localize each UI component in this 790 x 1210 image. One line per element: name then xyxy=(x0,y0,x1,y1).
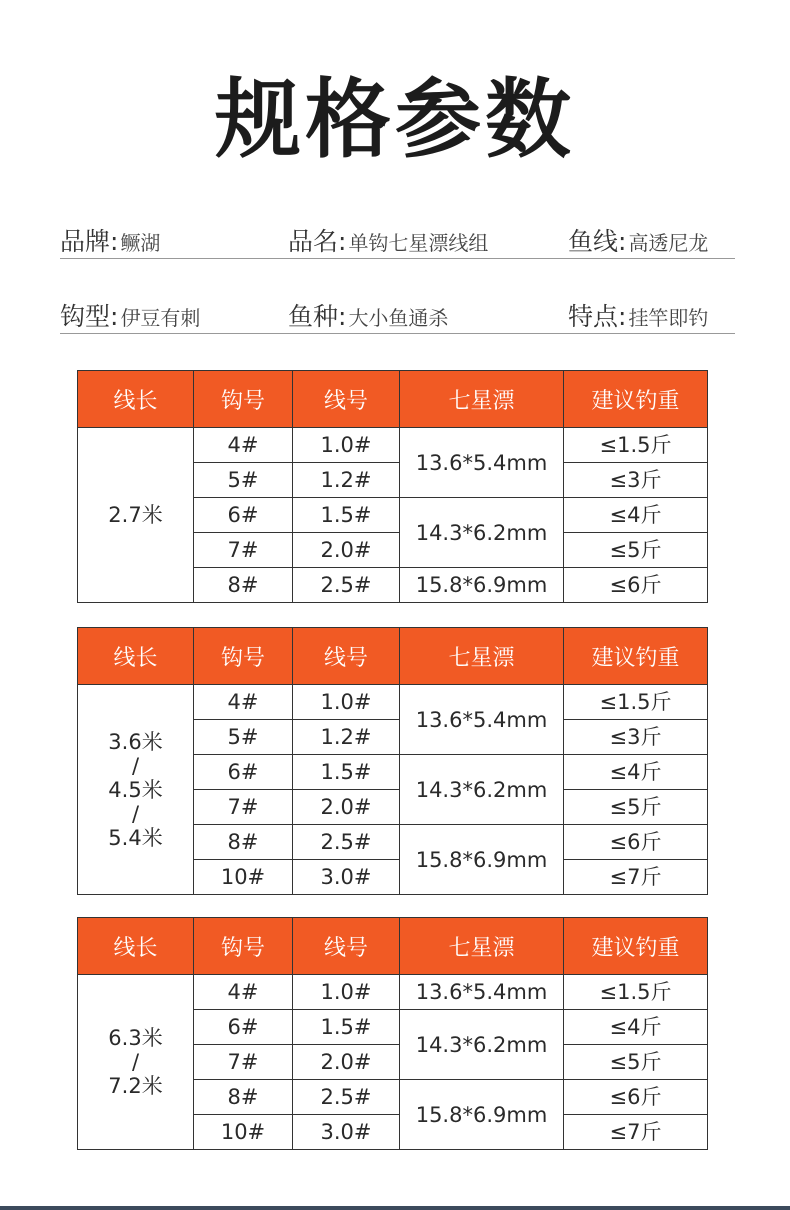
suggested-weight-cell: ≤4斤 xyxy=(564,498,708,533)
hook-size-cell: 6# xyxy=(194,1010,293,1045)
hook-size-cell: 6# xyxy=(194,755,293,790)
spec-table xyxy=(77,370,708,603)
hook-size-cell: 4# xyxy=(194,428,293,463)
hook-size-cell: 8# xyxy=(194,825,293,860)
brand-label: 品牌: xyxy=(60,227,119,256)
brand-value: 鳜湖 xyxy=(120,231,161,255)
line-length-text: 2.7米 xyxy=(108,503,163,527)
column-header: 钩号 xyxy=(194,918,293,975)
suggested-weight-cell: ≤5斤 xyxy=(564,1045,708,1080)
hook-size-cell: 10# xyxy=(194,860,293,895)
hook-size-cell: 7# xyxy=(194,533,293,568)
line-size-cell: 2.0# xyxy=(293,533,400,568)
table-header-row xyxy=(78,918,708,975)
line-length-text: 6.3米 xyxy=(108,1026,163,1050)
feature-value: 挂竿即钓 xyxy=(628,306,709,330)
table-row xyxy=(78,428,708,463)
float-size-cell: 15.8*6.9mm xyxy=(400,568,564,603)
line-size-cell: 1.0# xyxy=(293,685,400,720)
spec-table xyxy=(77,627,708,895)
line-length-cell xyxy=(78,428,194,603)
line-length-text: / xyxy=(131,801,140,826)
fish-species-label: 鱼种: xyxy=(288,302,347,331)
hook-size-cell: 6# xyxy=(194,498,293,533)
info-row-2 xyxy=(60,297,735,334)
float-size-cell: 15.8*6.9mm xyxy=(400,825,564,895)
hook-size-cell: 7# xyxy=(194,1045,293,1080)
suggested-weight-cell: ≤7斤 xyxy=(564,1115,708,1150)
float-size-cell: 14.3*6.2mm xyxy=(400,755,564,825)
table-header-row xyxy=(78,628,708,685)
line-size-cell: 2.5# xyxy=(293,825,400,860)
suggested-weight-cell: ≤1.5斤 xyxy=(564,428,708,463)
column-header: 建议钓重 xyxy=(564,371,708,428)
line-size-cell: 2.0# xyxy=(293,790,400,825)
line-length-text: 5.4米 xyxy=(108,825,163,850)
fishing-line-value: 高透尼龙 xyxy=(628,231,709,255)
column-header: 七星漂 xyxy=(400,918,564,975)
column-header: 线号 xyxy=(293,371,400,428)
float-size-cell: 13.6*5.4mm xyxy=(400,428,564,498)
line-size-cell: 2.5# xyxy=(293,1080,400,1115)
column-header: 线号 xyxy=(293,918,400,975)
hook-size-cell: 7# xyxy=(194,790,293,825)
line-size-cell: 1.0# xyxy=(293,975,400,1010)
hook-type-label: 钩型: xyxy=(60,302,119,331)
column-header: 七星漂 xyxy=(400,628,564,685)
line-length-cell xyxy=(78,975,194,1150)
product-name-label: 品名: xyxy=(288,227,347,256)
hook-size-cell: 4# xyxy=(194,685,293,720)
page-title: 规格参数 xyxy=(215,70,575,170)
float-size-cell: 14.3*6.2mm xyxy=(400,498,564,568)
bottom-divider xyxy=(0,1206,790,1210)
suggested-weight-cell: ≤4斤 xyxy=(564,755,708,790)
info-feature xyxy=(568,297,708,333)
column-header: 建议钓重 xyxy=(564,628,708,685)
fish-species-value: 大小鱼通杀 xyxy=(348,306,449,330)
line-size-cell: 2.0# xyxy=(293,1045,400,1080)
hook-size-cell: 10# xyxy=(194,1115,293,1150)
line-length-text: 4.5米 xyxy=(108,777,163,802)
hook-size-cell: 5# xyxy=(194,463,293,498)
line-length-text: / xyxy=(131,753,140,778)
table-row xyxy=(78,975,708,1010)
info-row-1 xyxy=(60,222,735,259)
line-size-cell: 1.0# xyxy=(293,428,400,463)
line-size-cell: 3.0# xyxy=(293,1115,400,1150)
hook-size-cell: 8# xyxy=(194,568,293,603)
line-length-cell xyxy=(78,685,194,895)
info-fish-species xyxy=(288,297,448,333)
spec-table xyxy=(77,917,708,1150)
column-header: 七星漂 xyxy=(400,371,564,428)
fishing-line-label: 鱼线: xyxy=(568,227,627,256)
line-size-cell: 1.5# xyxy=(293,755,400,790)
line-size-cell: 1.2# xyxy=(293,720,400,755)
column-header: 建议钓重 xyxy=(564,918,708,975)
line-size-cell: 1.5# xyxy=(293,498,400,533)
column-header: 线长 xyxy=(78,371,194,428)
line-size-cell: 2.5# xyxy=(293,568,400,603)
line-length-text: 3.6米 xyxy=(108,729,163,754)
column-header: 线号 xyxy=(293,628,400,685)
line-size-cell: 1.5# xyxy=(293,1010,400,1045)
hook-size-cell: 4# xyxy=(194,975,293,1010)
info-product-name xyxy=(288,222,488,258)
column-header: 钩号 xyxy=(194,628,293,685)
line-size-cell: 1.2# xyxy=(293,463,400,498)
suggested-weight-cell: ≤5斤 xyxy=(564,790,708,825)
suggested-weight-cell: ≤1.5斤 xyxy=(564,975,708,1010)
suggested-weight-cell: ≤6斤 xyxy=(564,568,708,603)
hook-type-value: 伊豆有刺 xyxy=(120,306,201,330)
float-size-cell: 13.6*5.4mm xyxy=(400,975,564,1010)
info-fishing-line xyxy=(568,222,708,258)
float-size-cell: 13.6*5.4mm xyxy=(400,685,564,755)
info-brand xyxy=(60,222,160,258)
column-header: 钩号 xyxy=(194,371,293,428)
suggested-weight-cell: ≤3斤 xyxy=(564,720,708,755)
suggested-weight-cell: ≤6斤 xyxy=(564,1080,708,1115)
table-header-row xyxy=(78,371,708,428)
feature-label: 特点: xyxy=(568,302,627,331)
product-name-value: 单钩七星漂线组 xyxy=(348,231,489,255)
suggested-weight-cell: ≤7斤 xyxy=(564,860,708,895)
float-size-cell: 15.8*6.9mm xyxy=(400,1080,564,1150)
float-size-cell: 14.3*6.2mm xyxy=(400,1010,564,1080)
suggested-weight-cell: ≤1.5斤 xyxy=(564,685,708,720)
line-length-text: 7.2米 xyxy=(108,1074,163,1098)
table-row xyxy=(78,685,708,720)
column-header: 线长 xyxy=(78,918,194,975)
suggested-weight-cell: ≤4斤 xyxy=(564,1010,708,1045)
suggested-weight-cell: ≤5斤 xyxy=(564,533,708,568)
suggested-weight-cell: ≤3斤 xyxy=(564,463,708,498)
hook-size-cell: 8# xyxy=(194,1080,293,1115)
line-length-text: / xyxy=(131,1050,140,1074)
hook-size-cell: 5# xyxy=(194,720,293,755)
suggested-weight-cell: ≤6斤 xyxy=(564,825,708,860)
info-hook-type xyxy=(60,297,200,333)
column-header: 线长 xyxy=(78,628,194,685)
line-size-cell: 3.0# xyxy=(293,860,400,895)
